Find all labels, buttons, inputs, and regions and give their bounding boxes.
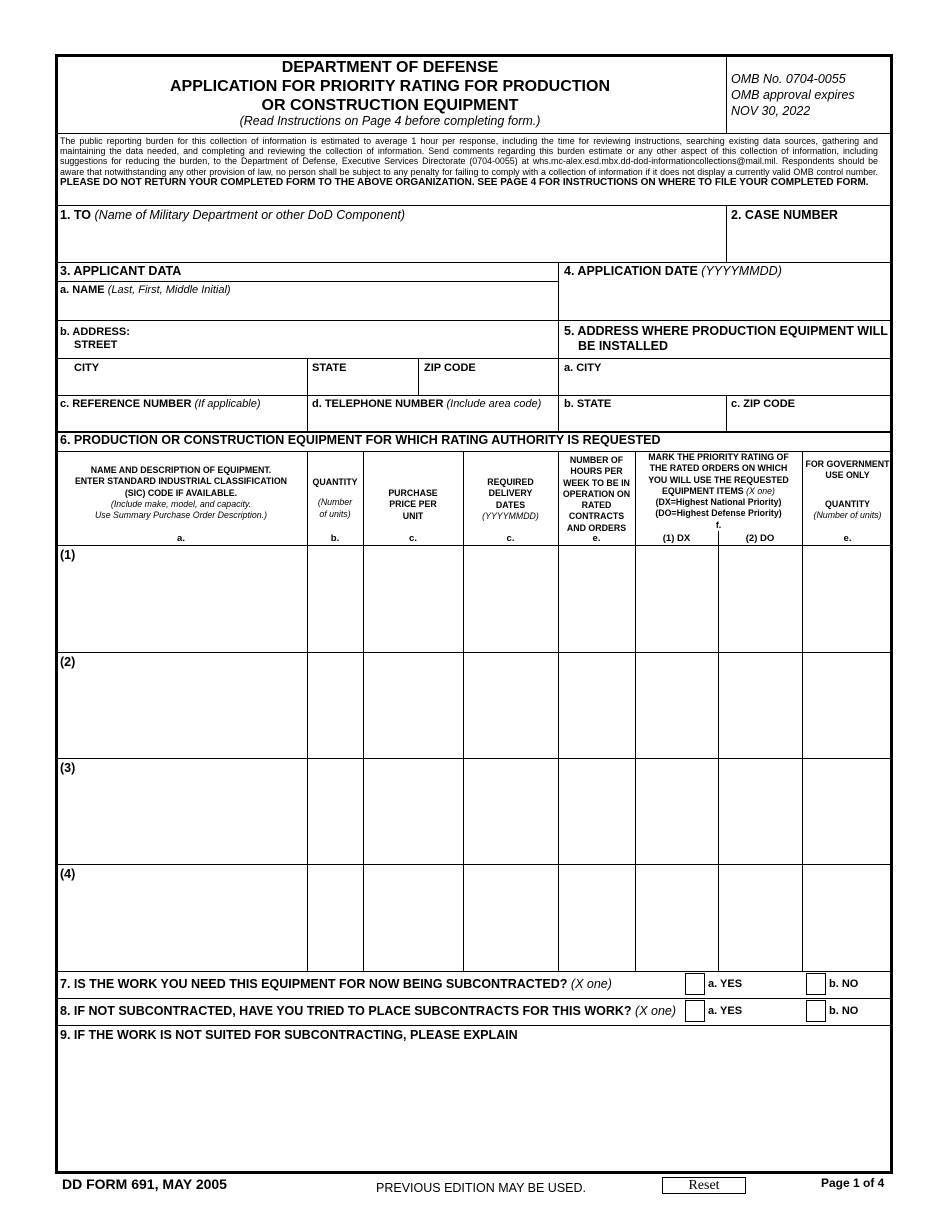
q7-no-label: b. NO: [829, 978, 859, 990]
col-f-line3: YOU WILL USE THE REQUESTED: [648, 474, 789, 485]
row-label-4: (4): [60, 867, 76, 881]
applicant-data-heading: 3. APPLICANT DATA: [60, 264, 182, 278]
col-b-line2: (Number: [317, 497, 353, 508]
col-f-line2: THE RATED ORDERS ON WHICH: [649, 463, 788, 474]
col-letter-c1: c.: [409, 533, 417, 544]
install-address-label-2: BE INSTALLED: [578, 339, 669, 353]
state-label: STATE: [312, 362, 347, 374]
col-a-line4: (Include make, model, and capacity.: [110, 498, 252, 509]
divider: [55, 133, 893, 134]
divider: [55, 758, 893, 759]
col-g-header: [802, 459, 893, 521]
name-input[interactable]: [58, 298, 556, 319]
col-a-line2: ENTER STANDARD INDUSTRIAL CLASSIFICATION: [74, 476, 288, 487]
q8-yes-checkbox[interactable]: [685, 1000, 705, 1022]
col-c2-header: [463, 477, 558, 522]
application-date-label: [564, 264, 782, 278]
col-e1-line6: CONTRACTS: [568, 511, 625, 522]
install-zip-label: c. ZIP CODE: [731, 398, 795, 410]
col-c2-line2: DELIVERY: [488, 488, 533, 499]
divider: [726, 54, 727, 133]
install-city-input[interactable]: [560, 375, 891, 394]
install-zip-input[interactable]: [729, 412, 891, 430]
col-e1-line7: AND ORDERS: [566, 522, 627, 533]
col-f-header: [635, 452, 802, 531]
zip-label: ZIP CODE: [424, 362, 476, 374]
q8-no-label: b. NO: [829, 1005, 859, 1017]
divider: [55, 262, 893, 263]
col-b-line1: QUANTITY: [312, 477, 358, 487]
form-title-line2: OR CONSTRUCTION EQUIPMENT: [261, 97, 519, 114]
col-f-line4-hint: (X one): [746, 485, 775, 496]
reference-number-label: [60, 398, 261, 410]
col-f-line4-text: EQUIPMENT ITEMS: [662, 485, 744, 496]
col-letter-e2: e.: [843, 533, 852, 544]
col-f-line4: [635, 486, 802, 497]
divider: [55, 320, 893, 321]
row-label-1: (1): [60, 548, 76, 562]
q7-no-checkbox[interactable]: [806, 973, 826, 995]
case-number-input[interactable]: [729, 225, 891, 261]
telephone-number-label: [312, 398, 541, 410]
form-title-line1: APPLICATION FOR PRIORITY RATING FOR PRODUCTION: [170, 78, 610, 95]
to-label: 1. TO: [60, 208, 92, 222]
zip-input[interactable]: [420, 375, 556, 394]
divider: [55, 205, 893, 206]
address-label: b. ADDRESS:: [60, 326, 130, 338]
instructions-note: (Read Instructions on Page 4 before completing form.): [239, 114, 541, 128]
name-hint: (Last, First, Middle Initial): [107, 284, 231, 296]
row-label-3: (3): [60, 761, 76, 775]
col-f-line7: f.: [715, 519, 722, 530]
install-city-label: a. CITY: [564, 362, 602, 374]
street-input[interactable]: [120, 336, 556, 357]
form-dept-title: DEPARTMENT OF DEFENSE: [281, 59, 499, 76]
name-field-label: [60, 284, 231, 296]
q7-hint: (X one): [570, 977, 612, 991]
q8-no-checkbox[interactable]: [806, 1000, 826, 1022]
burden-bold-notice: PLEASE DO NOT RETURN YOUR COMPLETED FORM TO THE ABOVE ORGANIZATION. SEE PAGE 4 FOR INSTRUCTIONS ON WHERE TO FILE YOUR COMPLETED FORM.: [60, 176, 869, 188]
divider: [55, 864, 893, 865]
equipment-row-1-description[interactable]: [80, 548, 306, 651]
col-g-line3: QUANTITY: [825, 498, 870, 509]
col-c2-line4: (YYYYMMDD): [482, 510, 539, 521]
page-number: Page 1 of 4: [821, 1176, 885, 1190]
divider: [307, 358, 308, 431]
col-c1-line2: PRICE PER: [389, 499, 437, 510]
divider: [558, 262, 559, 431]
col-b-header: [307, 477, 363, 520]
divider: [55, 1025, 893, 1026]
divider: [363, 451, 364, 971]
app-date-hint: (YYYYMMDD): [701, 264, 782, 278]
omb-number: OMB No. 0704-0055: [731, 72, 846, 86]
divider: [802, 451, 803, 971]
col-g-line4: (Number of units): [813, 509, 882, 520]
equipment-row-4-description[interactable]: [80, 867, 306, 970]
install-address-label-1: 5. ADDRESS WHERE PRODUCTION EQUIPMENT WILL: [564, 324, 888, 338]
case-number-label: 2. CASE NUMBER: [731, 208, 838, 222]
reference-number-input[interactable]: [58, 412, 306, 430]
col-e1-header: [558, 455, 635, 534]
to-input[interactable]: [58, 225, 724, 261]
q8-label: [60, 1004, 676, 1018]
divider: [726, 205, 727, 262]
col-c1-line1: PURCHASE: [388, 488, 438, 498]
name-label: a. NAME: [60, 284, 105, 296]
col-a-line1: NAME AND DESCRIPTION OF EQUIPMENT.: [90, 465, 272, 475]
omb-expires-date: NOV 30, 2022: [731, 104, 811, 118]
q9-label: 9. IF THE WORK IS NOT SUITED FOR SUBCONTRACTING, PLEASE EXPLAIN: [60, 1028, 518, 1042]
col-c1-header: [363, 488, 463, 522]
burden-statement: [60, 136, 878, 188]
divider: [418, 358, 419, 395]
ref-hint: (If applicable): [194, 398, 261, 410]
q8-hint: (X one): [635, 1004, 677, 1018]
divider: [55, 652, 893, 653]
state-input[interactable]: [309, 375, 417, 394]
col-f-line5: (DX=Highest National Priority): [655, 497, 782, 508]
col-e1-line3: WEEK TO BE IN: [563, 477, 630, 488]
reset-button[interactable]: Reset: [662, 1177, 746, 1194]
street-label: STREET: [74, 339, 118, 351]
to-hint: (Name of Military Department or other DoD Component): [94, 208, 406, 222]
col-a-header: [57, 465, 305, 521]
col-letter-dx: (1) DX: [662, 533, 691, 544]
divider: [463, 451, 464, 971]
col-e1-line1: NUMBER OF: [569, 455, 624, 465]
app-date-label: 4. APPLICATION DATE: [564, 264, 698, 278]
col-g-line2: USE ONLY: [825, 470, 870, 481]
col-letter-do: (2) DO: [745, 533, 775, 544]
col-e1-line4: OPERATION ON: [562, 488, 631, 499]
col-a-line5: Use Summary Purchase Order Description.): [94, 510, 268, 521]
omb-expires-label: OMB approval expires: [731, 88, 855, 102]
col-letter-b: b.: [330, 533, 340, 544]
city-label: CITY: [74, 362, 100, 374]
col-letter-e1: e.: [592, 533, 601, 544]
q7-label: [60, 977, 612, 991]
row-label-2: (2): [60, 655, 76, 669]
col-c2-line3: DATES: [495, 499, 526, 510]
install-state-input[interactable]: [560, 412, 725, 430]
to-field-label: [60, 208, 405, 222]
telephone-number-input[interactable]: [309, 412, 556, 430]
col-e1-line5: RATED: [581, 500, 612, 511]
form-id: DD FORM 691, MAY 2005: [62, 1176, 227, 1192]
col-a-line3: (SIC) CODE IF AVAILABLE.: [124, 487, 238, 498]
col-letter-a: a.: [177, 533, 185, 544]
col-b-line3: of units): [319, 508, 351, 519]
q9-explanation-input[interactable]: [58, 1044, 891, 1171]
q7-yes-label: a. YES: [708, 978, 743, 990]
divider: [718, 531, 719, 971]
phone-label: d. TELEPHONE NUMBER: [312, 398, 444, 410]
divider: [55, 971, 893, 972]
divider: [55, 281, 558, 282]
q7-yes-checkbox[interactable]: [685, 973, 705, 995]
city-input[interactable]: [58, 375, 306, 394]
equipment-row-2-description[interactable]: [80, 655, 306, 757]
divider: [55, 998, 893, 999]
col-f-line6: (DO=Highest Defense Priority): [655, 508, 782, 519]
ref-label: c. REFERENCE NUMBER: [60, 398, 192, 410]
application-date-input[interactable]: [560, 282, 891, 319]
phone-hint: (Include area code): [446, 398, 542, 410]
burden-text: The public reporting burden for this collection of information is estimated to average 1 hour per response, including the time for reviewing instructions, searching existing data sources, gathering and maintaining the data needed, and completing and reviewing the collection of information. Send comments regarding this burden estimate or any other aspect of this collection of information, including suggestions for reducing the burden, to the Department of Defense, Executive Services Directorate (0704-0055) at whs.mc-alex.esd.mbx.dd-dod-informationcollections@mail.mil. Respondents should be aware that notwithstanding any other provision of law, no person shall be subject to any penalty for failing to comply with a collection of information if it does not display a currently valid OMB control number.: [60, 136, 878, 177]
divider: [55, 358, 893, 359]
col-f-line1: MARK THE PRIORITY RATING OF: [648, 452, 789, 462]
col-letter-c2: c.: [506, 533, 515, 544]
divider: [55, 395, 893, 396]
q7-text: 7. IS THE WORK YOU NEED THIS EQUIPMENT FOR NOW BEING SUBCONTRACTED?: [60, 977, 568, 991]
q8-text: 8. IF NOT SUBCONTRACTED, HAVE YOU TRIED TO PLACE SUBCONTRACTS FOR THIS WORK?: [60, 1004, 632, 1018]
install-state-label: b. STATE: [564, 398, 612, 410]
divider: [726, 395, 727, 431]
col-e1-line2: HOURS PER: [570, 466, 623, 477]
divider: [55, 545, 893, 546]
col-c1-line3: UNIT: [402, 510, 424, 521]
col-c2-line1: REQUIRED: [487, 477, 534, 487]
col-g-line1: FOR GOVERNMENT: [805, 459, 890, 469]
divider: [307, 451, 308, 971]
section6-heading: 6. PRODUCTION OR CONSTRUCTION EQUIPMENT FOR WHICH RATING AUTHORITY IS REQUESTED: [60, 433, 661, 447]
equipment-row-3-description[interactable]: [80, 761, 306, 863]
q8-yes-label: a. YES: [708, 1005, 743, 1017]
edition-note: PREVIOUS EDITION MAY BE USED.: [376, 1181, 586, 1195]
